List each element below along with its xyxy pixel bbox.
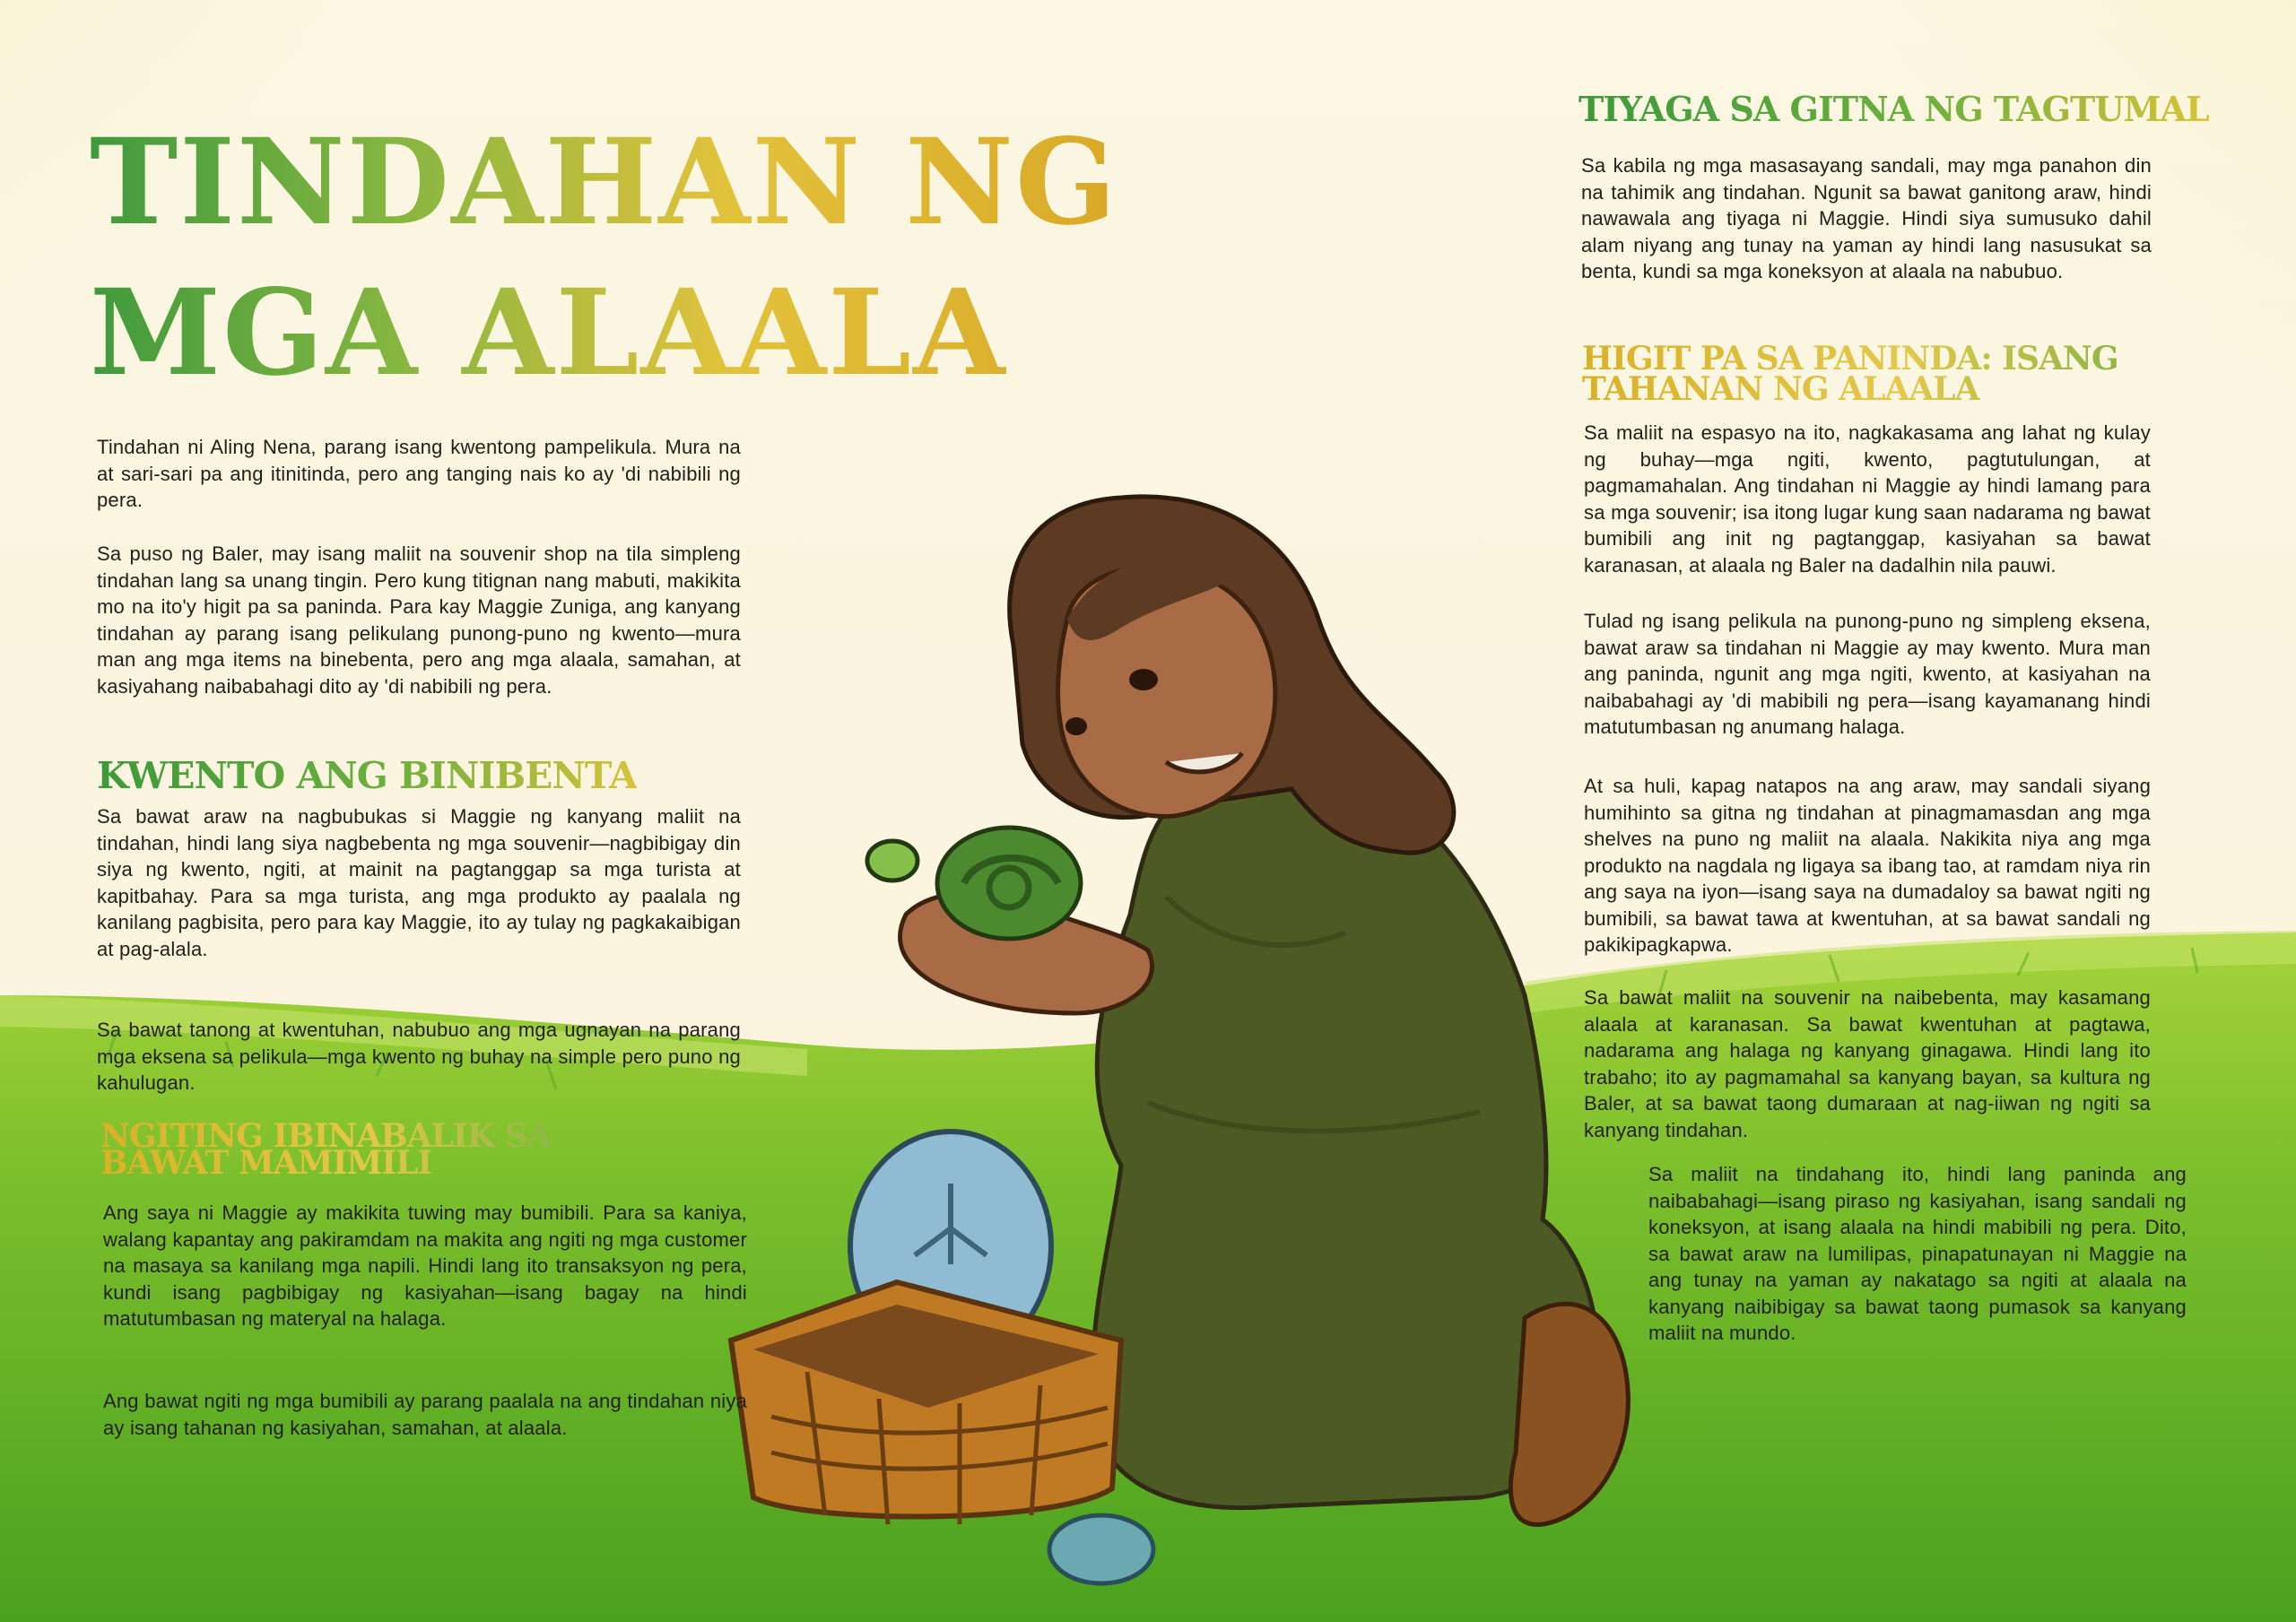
higit-heading-line-2: TAHANAN NG ALAALA (1582, 370, 1979, 408)
higit-paragraph-1: Sa maliit na espasyo na ito, nagkakasama ang lahat ng kulay ng buhay—mga ngiti, kwento, pagtutulungan, at pagmamahalan. Ang tindahan ni Maggie ay hindi lamang para sa mga souvenir; isa itong lugar kung saan nadarama ng bawat bumibili ang init ng pagtanggap, kasiyahan sa bawat karanasan, at alaala ng Baler na dadalhin nila pauwi. (1584, 421, 2151, 577)
ngiti-paragraph-1: Ang saya ni Maggie ay makikita tuwing may bumibili. Para sa kaniya, walang kapantay ang pakiramdam na makita ang ngiti ng mga customer na masaya sa kanilang mga napili. Hindi lang ito transaksyon ng pera, kundi isang pagbibigay ng kasiyahan—isang bagay na hindi matutumbasan ng materyal na halaga. (103, 1201, 747, 1330)
title-line-1: TINDAHAN NG (90, 113, 1118, 252)
ngiti-paragraph-2: Ang bawat ngiti ng mga bumibili ay parang paalala na ang tindahan niya ay isang tahanan ng kasiyahan, samahan, at alaala. (103, 1390, 747, 1439)
kwento-paragraph-2: Sa bawat tanong at kwentuhan, nabubuo ang mga ugnayan na parang mga eksena sa pelikula—mga kwento ng buhay na simple pero puno ng kahulugan. (97, 1019, 741, 1094)
section-heading-kwento: KWENTO ANG BINIBENTA (97, 754, 637, 797)
girl-boot (1510, 1304, 1628, 1524)
kwento-paragraph-1: Sa bawat araw na nagbubukas si Maggie ng kanyang maliit na tindahan, hindi lang siya nagbebenta ng mga souvenir—nagbibigay din siya ng kwento, ngiti, at mainit na pagtanggap sa mga turista at kapitbahay. Para sa mga turista, ang mga produkto ay paalala ng kanilang pagbisita, pero para kay Maggie, ito ay tulay ng pagkakaibigan at pag-alala. (97, 805, 741, 960)
higit-paragraph-3: At sa huli, kapag natapos na ang araw, may sandali siyang humihinto sa gitna ng tindahan at pinagmamasdan ang mga shelves na puno ng maliit na alaala. Nakikita niya ang mga produkto na nagdala ng ligaya sa ibang tao, at ramdam niya rin ang saya na iyon—isang saya na dumadaloy sa bawat ngiti ng bumibili, sa bawat tawa at kwentuhan, at sa bawat sandali ng pakikipagkapwa. (1584, 775, 2151, 956)
tiyaga-paragraph-1: Sa kabila ng mga masasayang sandali, may mga panahon din na tahimik ang tindahan. Ngunit sa bawat ganitong araw, hindi nawawala ang tiyaga ni Maggie. Hindi siya sumusuko dahil alam niyang ang tunay na yaman ay hindi lang nasusukat sa benta, kundi sa mga koneksyon at alaala na nabubuo. (1581, 154, 2152, 282)
higit-heading-line-1: HIGIT PA SA PANINDA: ISANG (1582, 340, 2118, 377)
higit-paragraph-5: Sa maliit na tindahang ito, hindi lang paninda ang naibabahagi—isang piraso ng kasiyahan, isang sandali ng koneksyon, at isang alaala na hindi mabibili ng pera. Dito, sa bawat araw na lumilipas, pinapatunayan ni Maggie na ang tunay na yaman ay nakatago sa ngiti at alaala na kanyang naibibigay sa bawat taong pumasok sa kanyang maliit na mundo. (1648, 1163, 2187, 1344)
section-heading-higit (1582, 340, 2118, 408)
ngiti-heading-line-1: NGITING IBINABALIK SA (100, 1117, 552, 1155)
seashell (1049, 1515, 1153, 1583)
intro-paragraph-2: Sa puso ng Baler, may isang maliit na souvenir shop na tila simpleng tindahan lang sa unang tingin. Pero kung titignan nang mabuti, makikita mo na ito'y higit pa sa paninda. Para kay Maggie Zuniga, ang kanyang tindahan ay parang isang pelikulang punong-puno ng kwento—mura man ang mga items na binebenta, pero ang mga alaala, samahan, at kasiyahang naibabahagi dito ay 'di nabibili ng pera. (97, 542, 741, 698)
page-title (90, 108, 1118, 409)
section-heading-tiyaga: TIYAGA SA GITNA NG TAGTUMAL (1578, 89, 2209, 129)
woven-basket (731, 1282, 1121, 1524)
higit-paragraph-4: Sa bawat maliit na souvenir na naibebenta, may kasamang alaala at karanasan. Sa bawat kwentuhan at pagtawa, nadarama ang halaga ng kanyang ginagawa. Hindi lang ito trabaho; ito ay pagmamahal sa kanyang bayan, sa kultura ng Baler, at sa bawat taong dumaraan at nag-iiwan ng ngiti sa kanyang tindahan. (1584, 986, 2151, 1141)
intro-paragraph-1: Tindahan ni Aling Nena, parang isang kwentong pampelikula. Mura na at sari-sari pa ang itinitinda, pero ang tanging nais ko ay 'di nabibili ng pera. (97, 436, 741, 511)
title-line-2: MGA ALAALA (90, 264, 1007, 403)
ngiti-heading-line-2: BAWAT MAMIMILI (100, 1144, 432, 1182)
higit-paragraph-2: Tulad ng isang pelikula na punong-puno ng simpleng eksena, bawat araw sa tindahan ni Maggie ay may kwento. Mura man ang paninda, ngunit ang mga ngiti, kwento, at kasiyahan na naibabahagi ay 'di mabibili ng pera—isang kayamanang hindi matutumbasan ng anumang halaga. (1584, 610, 2151, 738)
turtle-figurine (867, 828, 1081, 939)
section-heading-ngiti (100, 1117, 552, 1182)
